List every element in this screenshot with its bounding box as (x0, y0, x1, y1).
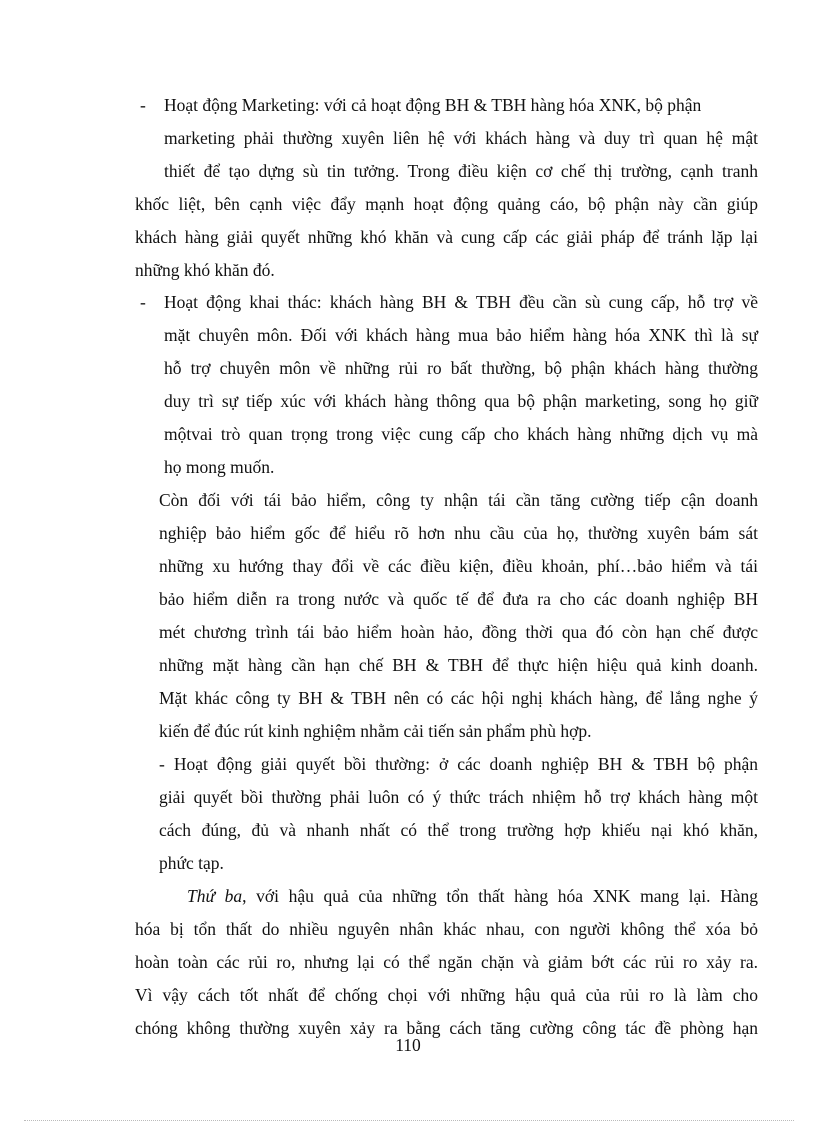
text-line: Mặt khác công ty BH & TBH nên có các hội nghị khách hàng, để lắng nghe ý (159, 688, 758, 708)
text-line: Hoạt động khai thác: khách hàng BH & TBH đều cần sù cung cấp, hỗ trợ về (164, 292, 758, 312)
text-line: những mặt hàng cần hạn chế BH & TBH để thực hiện hiệu quả kinh doanh. (159, 655, 758, 675)
text-line: những khó khăn đó. (135, 260, 275, 280)
text-line (187, 884, 758, 908)
text-line: cách đúng, đủ và nhanh nhất có thể trong trường hợp khiếu nại khó khăn, (159, 820, 758, 840)
text-line: mặt chuyên môn. Đối với khách hàng mua bảo hiểm hàng hóa XNK thì là sự (164, 325, 758, 345)
text-line: khách hàng giải quyết những khó khăn và cung cấp các giải pháp để tránh lặp lại (135, 227, 758, 247)
text-line: kiến để đúc rút kinh nghiệm nhằm cải tiến sản phẩm phù hợp. (159, 721, 592, 741)
bullet-dash: - (140, 95, 146, 115)
text-line: nghiệp bảo hiểm gốc để hiểu rõ hơn nhu cầu của họ, thường xuyên bám sát (159, 523, 758, 543)
text-line: mét chương trình tái bảo hiểm hoàn hảo, đồng thời qua đó còn hạn chế được (159, 622, 758, 642)
text-line: bảo hiểm diễn ra trong nước và quốc tế để đưa ra cho các doanh nghiệp BH (159, 589, 758, 609)
italic-lead: Thứ ba (187, 886, 243, 906)
text-line: marketing phải thường xuyên liên hệ với khách hàng và duy trì quan hệ mật (164, 128, 758, 148)
text-line: duy trì sự tiếp xúc với khách hàng thông qua bộ phận marketing, song họ giữ (164, 391, 758, 411)
text-line: chóng không thường xuyên xảy ra bằng cách tăng cường công tác đề phòng hạn (135, 1018, 758, 1038)
text-line: giải quyết bồi thường phải luôn có ý thức trách nhiệm hỗ trợ khách hàng một (159, 787, 758, 807)
text-span: , với hậu quả của những tổn thất hàng hóa XNK mang lại. Hàng (242, 886, 759, 906)
text-line: họ mong muốn. (164, 457, 275, 477)
text-line: thiết để tạo dựng sù tin tưởng. Trong điều kiện cơ chế thị trường, cạnh tranh (164, 161, 758, 181)
page-bottom-rule (24, 1120, 794, 1121)
bullet-dash: - (140, 292, 146, 312)
page-number: 110 (395, 1035, 421, 1055)
text-line: Hoạt động Marketing: với cả hoạt động BH & TBH hàng hóa XNK, bộ phận (164, 95, 702, 115)
text-line: hoàn toàn các rủi ro, nhưng lại có thể ngăn chặn và giảm bớt các rủi ro xảy ra. (135, 952, 758, 972)
text-line: hỗ trợ chuyên môn về những rủi ro bất thường, bộ phận khách hàng thường (164, 358, 758, 378)
text-line: mộtvai trò quan trọng trong việc cung cấp cho khách hàng những dịch vụ mà (164, 424, 758, 444)
text-line: Còn đối với tái bảo hiểm, công ty nhận tái cần tăng cường tiếp cận doanh (159, 490, 758, 510)
text-line: khốc liệt, bên cạnh việc đẩy mạnh hoạt động quảng cáo, bộ phận này cần giúp (135, 194, 758, 214)
text-line: - Hoạt động giải quyết bồi thường: ở các doanh nghiệp BH & TBH bộ phận (159, 754, 758, 774)
text-line: phức tạp. (159, 853, 224, 873)
text-line: hóa bị tổn thất do nhiều nguyên nhân khác nhau, con người không thể xóa bỏ (135, 919, 758, 939)
text-line: những xu hướng thay đổi về các điều kiện, điều khoản, phí…bảo hiểm và tái (159, 556, 758, 576)
text-line: Vì vậy cách tốt nhất để chống chọi với những hậu quả của rủi ro là làm cho (135, 985, 758, 1005)
